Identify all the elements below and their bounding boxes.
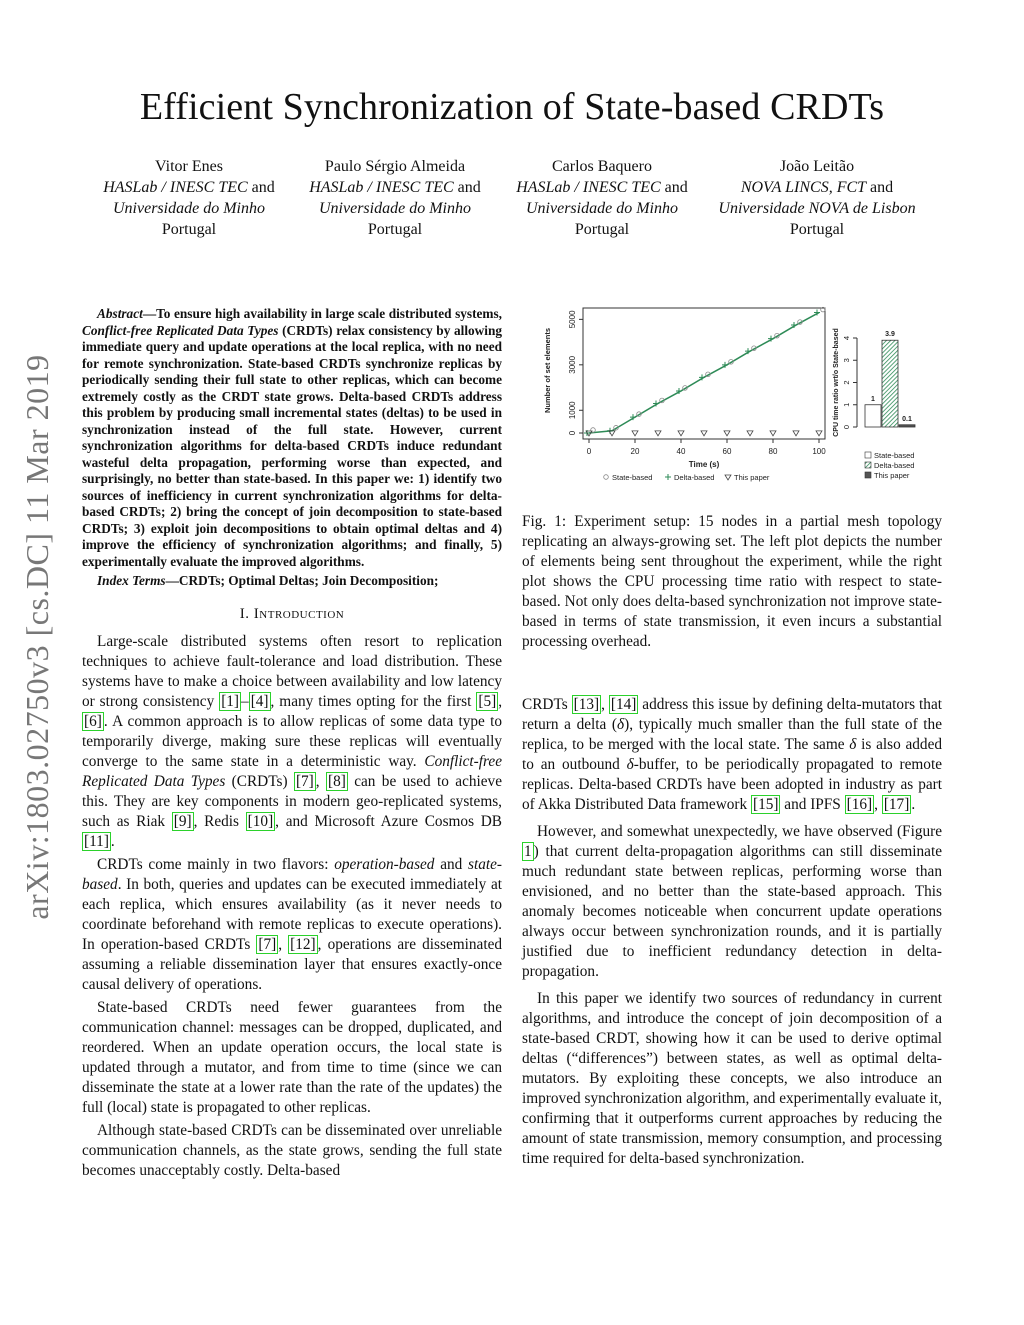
author-affiliation: Universidade NOVA de Lisbon (718, 200, 916, 217)
x-axis-label: Time (s) (688, 460, 720, 469)
y-tick-label: 5000 (568, 310, 577, 329)
author-name: Carlos Baquero (552, 158, 652, 175)
legend-label: State-based (874, 451, 915, 460)
figure-caption: Fig. 1: Experiment setup: 15 nodes in a partial mesh topology replicating an always-growing set. The left plot depicts the number of elements being sent throughout the experiment, while the right plot shows the CPU processing time ratio with respect to state-based. Not only does delta-based synchronization not improve state-based in terms of state transmission, it even incurs a substantial processing overhead. (522, 513, 942, 650)
y-tick-label: 3000 (568, 355, 577, 374)
paper-title: Efficient Synchronization of State-based CRDTs (139, 86, 885, 128)
author-affiliation: NOVA LINCS, FCT (740, 179, 867, 196)
x-tick-label: 40 (676, 447, 686, 456)
plot-frame (583, 308, 825, 439)
legend-swatch (865, 472, 871, 478)
citation-link[interactable]: [17] (883, 796, 910, 813)
figure-link[interactable]: 1 (524, 843, 532, 860)
data-point-this-paper (678, 431, 684, 436)
data-point-this-paper (816, 431, 822, 436)
paragraph: CRDTs come mainly in two flavors: operation-based and state-based. In both, queries and updates can be executed immediately at each replica, which ensures availability (as it never needs to coordinate beforehand with remote replicas to execute operations). In operation-based CRDTs [7] , [12] , operations are disseminated assuming a reliable dissemination layer that ensures exactly-once causal delivery of operations. (82, 855, 503, 993)
legend-swatch (865, 462, 871, 468)
author-affiliation: HASLab / INESC TEC (103, 179, 248, 196)
citation-link[interactable]: [8] (327, 772, 346, 790)
citation-link[interactable]: [5] (478, 692, 497, 710)
author-affiliation: Universidade do Minho (319, 200, 471, 217)
legend-marker (604, 475, 609, 480)
legend-marker (665, 474, 671, 480)
legend-swatch (865, 452, 871, 458)
data-point-this-paper (632, 431, 638, 436)
bar-value-label: 1 (871, 395, 875, 403)
author-4: João Leitão NOVA LINCS, FCT and Universidade NOVA de Lisbon Portugal (707, 156, 927, 240)
paragraph: State-based CRDTs need fewer guarantees from the communication channel: messages can be dropped, duplicated, and reordered. When an update operation occurs, the local state is updated through a mutator, and from time to time (since we can disseminate the state at a lower rate than the rate of the updates) the full (local) state is propagated to other replicas. (82, 998, 502, 1116)
citation-link[interactable]: [15] (752, 796, 779, 813)
citation-link[interactable]: [4] (250, 692, 269, 710)
citation-link[interactable]: [9] (173, 812, 192, 830)
author-affiliation: Universidade do Minho (113, 200, 265, 217)
data-point-this-paper (655, 431, 661, 436)
paragraph: Although state-based CRDTs can be disseminated over unreliable communication channels, as the state grows, sending the full state becomes unacceptably costly. Delta-based (82, 1121, 502, 1179)
paragraph: However, and somewhat unexpectedly, we have observed (Figure 1 ) that current delta-propagation algorithms can still disseminate much redundant state between replicas, performing worse than envisioned, and no better than the state-based approach. This anomaly becomes noticeable when concurrent update operations always occur between synchronization rounds, and it is partially justified due to inefficient redundancy detection in delta-propagation. (522, 823, 942, 980)
data-point-this-paper (701, 431, 707, 436)
legend-label: This paper (874, 471, 910, 480)
paragraph: In this paper we identify two sources of redundancy in current algorithms, and introduce the concept of join decomposition of a state-based CRDT, showing how it can be used to derive optimal deltas (“differences”) between states, as well as optimal delta-mutators. By exploiting these concepts, we also introduce an improved synchronization algorithm, and experimentally evaluate it, confirming that it outperforms current approaches by reducing the amount of state transmission, memory consumption, and processing time required for delta-based synchronization. (522, 990, 942, 1167)
x-tick-label: 100 (812, 447, 826, 456)
x-tick-label: 20 (630, 447, 640, 456)
author-country: Portugal (574, 221, 630, 238)
legend-marker (725, 475, 731, 480)
author-name: Paulo Sérgio Almeida (324, 158, 466, 175)
bar-chart (833, 328, 915, 480)
data-point-this-paper (770, 431, 776, 436)
line-chart (543, 307, 826, 482)
y-tick-label: 3 (842, 358, 851, 363)
figure-1 (536, 300, 936, 500)
y-tick-label: 2 (842, 380, 851, 385)
x-tick-label: 0 (586, 447, 592, 456)
y-tick-label: 0 (568, 430, 577, 436)
index-terms: —CRDTs; Optimal Deltas; Join Decomposition; (165, 573, 439, 588)
author-country: Portugal (367, 221, 423, 238)
author-affiliation: HASLab / INESC TEC (516, 179, 661, 196)
bar-delta-based (882, 340, 898, 427)
author-2: Paulo Sérgio Almeida HASLab / INESC TEC and Universidade do Minho Portugal (285, 156, 505, 240)
legend-label: This paper (734, 473, 770, 482)
bar-this-paper (899, 425, 915, 427)
legend-label: Delta-based (874, 461, 915, 470)
citation-link[interactable]: [7] (295, 772, 314, 790)
citation-link[interactable]: [10] (247, 812, 274, 830)
legend-label: Delta-based (674, 473, 715, 482)
citation-link[interactable]: [14] (610, 696, 637, 713)
x-tick-label: 80 (768, 447, 778, 456)
y-tick-label: 0 (842, 424, 851, 430)
series-line-delta-based (589, 313, 819, 433)
paragraph: Large-scale distributed systems often resort to replication techniques to achieve fault-tolerance and load distribution. These systems have to make a choice between availability and low latency or strong consistency [1] – [4] , many times opting for the first [5] , [6] . A common approach is to allow replicas of some data type to temporarily diverge, making sure these replicas will eventually converge to the same state in a deterministic way. Conflict-free Replicated Data Types (CRDTs) [7] , [8] can be used to achieve this. They are key components in modern geo-replicated systems, such as Riak [9] , Redis [10] , and Microsoft Azure Cosmos DB [11] . (82, 632, 503, 850)
author-name: Vitor Enes (155, 158, 223, 175)
data-point-this-paper (793, 431, 799, 436)
bar-value-label: 0.1 (902, 415, 912, 423)
author-affiliation: Universidade do Minho (526, 200, 678, 217)
legend-label: State-based (612, 473, 653, 482)
paragraph: CRDTs [13] , [14] address this issue by defining delta-mutators that return a delta (δ), typically much smaller than the full state of the replica, to be merged with the local state. The same δ is also added to an outbound δ-buffer, to be periodically propagated to remote replicas. Delta-based CRDTs have been adopted in industry as part of Akka Distributed Data framework [15] and IPFS [16] , [17] . (522, 696, 943, 813)
left-column (82, 306, 502, 1181)
arxiv-identifier: arXiv:1803.02750v3 [cs.DC] 11 Mar 2019 (19, 354, 55, 920)
citation-link[interactable]: [13] (573, 696, 600, 713)
abstract: Abstract—To ensure high availability in large scale distributed systems, Conflict-free Replicated Data Types (CRDTs) relax consistency by allowing immediate query and update operations at the local replica, with no need for remote synchronization. State-based CRDTs synchronize replicas by periodically sending their full state to other replicas, which can become extremely costly as the CRDT state grows. Delta-based CRDTs address this problem by producing small incremental states (deltas) to be used in synchronization instead of the full state. However, current synchronization algorithms for delta-based CRDTs induce redundant wasteful delta propagation, performing worse than expected, and surprisingly, no better than state-based. In this paper we: 1) identify two sources of inefficiency in current synchronization algorithms for delta-based CRDTs; 2) bring the concept of join decomposition to state-based CRDTs; 3) exploit join decompositions to obtain optimal deltas and 4) improve the efficiency of synchronization algorithms; and finally, 5) experimentally evaluate the improved algorithms. Index Terms—CRDTs; Optimal Deltas; Join Decomposition; (82, 306, 502, 588)
y-axis-label: Number of set elements (543, 327, 552, 414)
author-affiliation: HASLab / INESC TEC (309, 179, 454, 196)
data-point-this-paper (747, 431, 753, 436)
citation-link[interactable]: [12] (290, 935, 316, 953)
x-tick-label: 60 (722, 447, 732, 456)
citation-link[interactable]: [16] (846, 796, 873, 813)
author-name: João Leitão (779, 158, 855, 175)
y-tick-label: 1 (842, 402, 851, 407)
citation-link[interactable]: [6] (84, 712, 102, 730)
y-tick-label: 4 (842, 335, 851, 341)
bar-value-label: 3.9 (885, 331, 895, 339)
author-country: Portugal (161, 221, 217, 238)
y-axis-label: CPU time ratio wrt/o State-based (833, 328, 840, 437)
y-tick-label: 1000 (568, 401, 577, 420)
right-column (522, 695, 942, 1169)
data-point-this-paper (724, 431, 730, 436)
author-3: Carlos Baquero HASLab / INESC TEC and Universidade do Minho Portugal (492, 156, 712, 240)
author-1: Vitor Enes HASLab / INESC TEC and Universidade do Minho Portugal (79, 156, 299, 240)
abstract-label: Abstract (97, 306, 143, 321)
citation-link[interactable]: [1] (221, 692, 240, 710)
index-terms-label: Index Terms (97, 573, 166, 588)
bar-state-based (865, 405, 881, 427)
section-heading: I. Introduction (239, 605, 345, 622)
citation-link[interactable]: [11] (84, 832, 109, 850)
citation-link[interactable]: [7] (258, 935, 277, 953)
author-country: Portugal (789, 221, 845, 238)
